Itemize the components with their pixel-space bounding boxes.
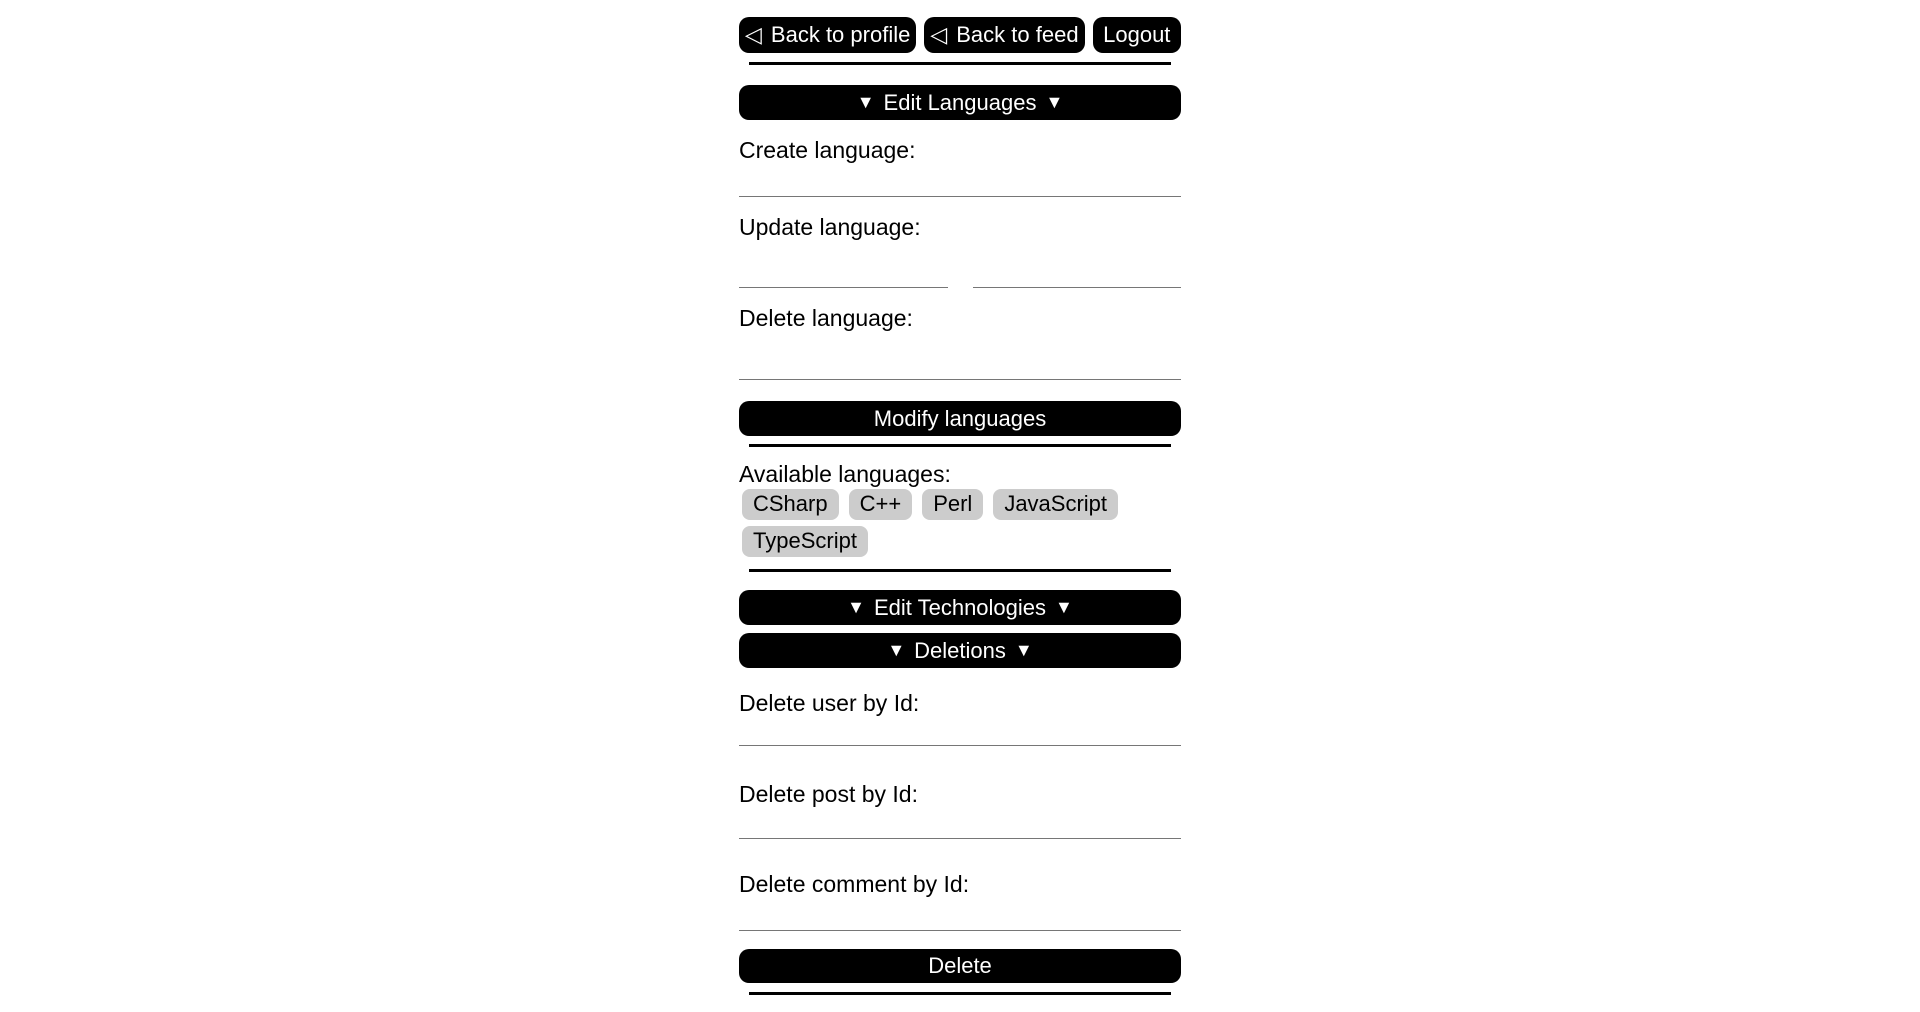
available-languages-label: Available languages: xyxy=(739,461,951,487)
caret-down-icon: ▼ xyxy=(1045,92,1064,112)
deletions-toggle[interactable] xyxy=(739,633,1181,668)
divider xyxy=(749,992,1171,995)
edit-languages-label: Edit Languages xyxy=(883,89,1037,115)
divider xyxy=(749,62,1171,65)
language-chip: TypeScript xyxy=(742,526,868,557)
caret-down-icon: ▼ xyxy=(887,640,906,660)
back-to-profile-label: Back to profile xyxy=(770,22,911,47)
delete-button[interactable] xyxy=(739,949,1181,983)
edit-technologies-toggle[interactable] xyxy=(739,590,1181,625)
language-chip: C++ xyxy=(849,489,913,520)
modify-languages-label: Modify languages xyxy=(873,405,1047,431)
language-chip: Perl xyxy=(922,489,983,520)
update-language-id-input[interactable] xyxy=(739,256,948,288)
available-languages-list xyxy=(739,489,1181,557)
language-chip: JavaScript xyxy=(993,489,1118,520)
back-to-feed-button[interactable] xyxy=(924,17,1084,53)
modify-languages-button[interactable] xyxy=(739,401,1181,436)
delete-language-label: Delete language: xyxy=(739,305,913,331)
back-arrow-icon: ◁ xyxy=(745,22,762,47)
top-nav xyxy=(739,17,1181,53)
back-to-profile-button[interactable] xyxy=(739,17,916,53)
delete-user-id-input[interactable] xyxy=(739,718,1181,746)
language-chip: CSharp xyxy=(742,489,839,520)
deletions-label: Deletions xyxy=(914,637,1006,663)
divider xyxy=(749,569,1171,572)
delete-post-id-input[interactable] xyxy=(739,809,1181,839)
content-column xyxy=(739,0,1181,995)
create-language-input[interactable] xyxy=(739,165,1181,197)
delete-comment-id-input[interactable] xyxy=(739,899,1181,931)
caret-down-icon: ▼ xyxy=(1014,640,1033,660)
logout-button[interactable] xyxy=(1093,17,1181,53)
caret-down-icon: ▼ xyxy=(847,597,865,617)
back-arrow-icon: ◁ xyxy=(930,22,948,47)
divider xyxy=(749,444,1171,447)
create-language-label: Create language: xyxy=(739,137,916,163)
back-to-feed-label: Back to feed xyxy=(956,22,1079,47)
delete-button-label: Delete xyxy=(928,953,992,978)
edit-technologies-label: Edit Technologies xyxy=(873,594,1047,620)
delete-user-label: Delete user by Id: xyxy=(739,690,920,716)
update-language-inputs xyxy=(739,256,1181,288)
caret-down-icon: ▼ xyxy=(1055,597,1073,617)
update-language-label: Update language: xyxy=(739,214,921,240)
delete-post-label: Delete post by Id: xyxy=(739,781,918,807)
delete-language-input[interactable] xyxy=(739,348,1181,380)
edit-languages-toggle[interactable] xyxy=(739,85,1181,120)
caret-down-icon: ▼ xyxy=(856,92,875,112)
update-language-name-input[interactable] xyxy=(973,256,1182,288)
delete-comment-label: Delete comment by Id: xyxy=(739,871,970,897)
logout-label: Logout xyxy=(1103,22,1171,47)
